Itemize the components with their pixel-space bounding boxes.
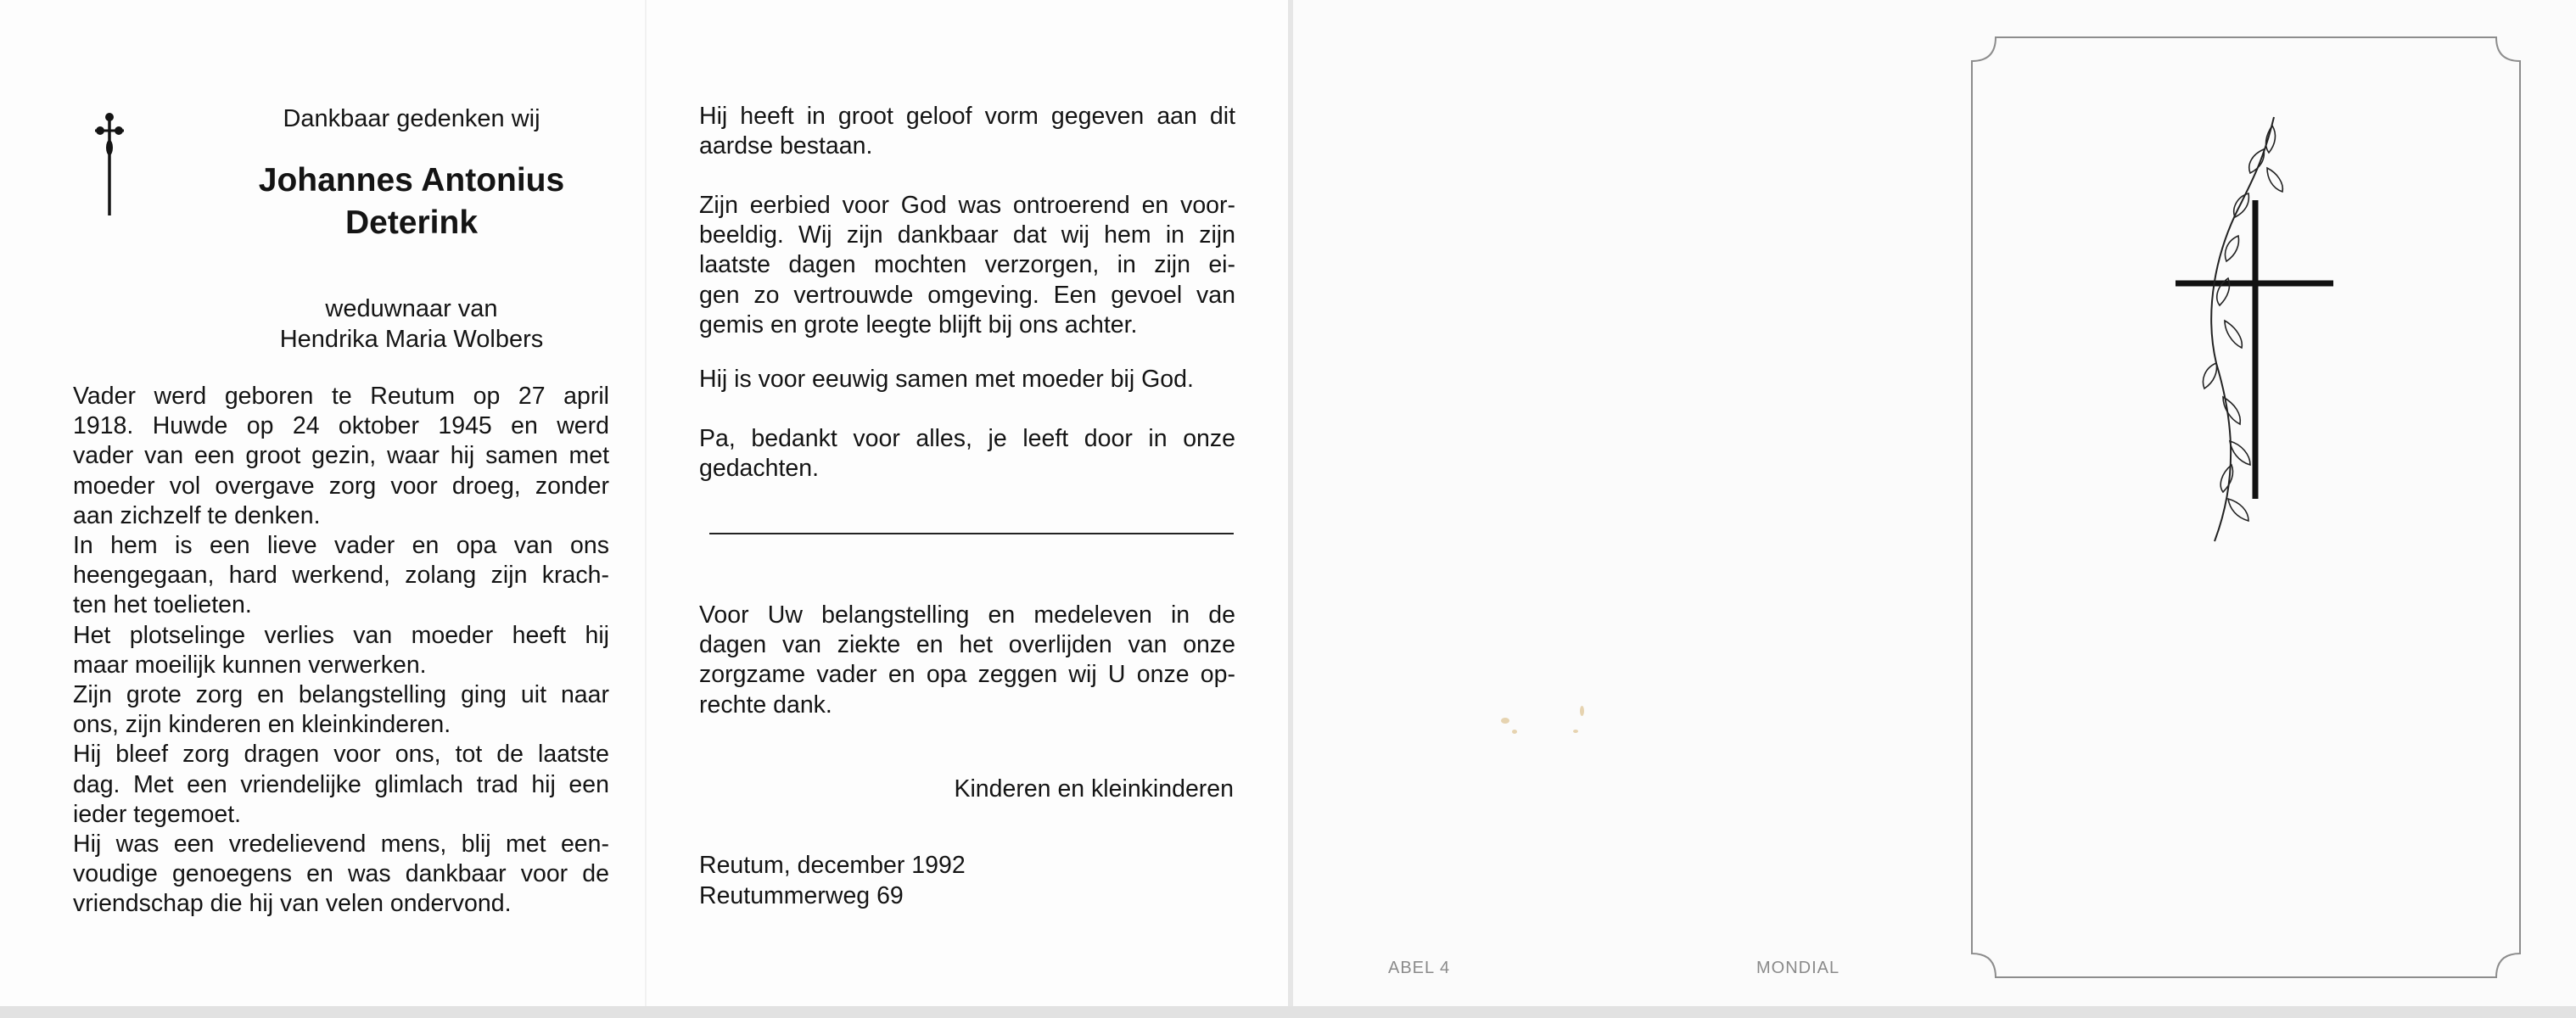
gratitude-line: zorgzame vader en opa zeggen wij U onze op- — [699, 661, 1235, 689]
reverence-line: gemis en grote leegte blijft bij ons achter. — [699, 310, 1138, 338]
thanks-pa-line: Pa, bedankt voor alles, je leeft door in onze — [699, 425, 1235, 452]
reverence-line: gen zo vertrouwde omgeving. Een gevoel van — [699, 281, 1235, 309]
signoff: Kinderen en kleinkinderen — [954, 775, 1234, 803]
biography-line: ten het toelieten. — [73, 591, 252, 619]
biography-line: In hem is een lieve vader en opa van ons — [73, 532, 609, 560]
faith-line: Hij heeft in groot geloof vorm gegeven aan dit — [699, 103, 1235, 130]
biography-line: Zijn grote zorg en belangstelling ging uit naar — [73, 681, 609, 709]
biography-line: aan zichzelf te denken. — [73, 501, 321, 529]
reverence-line: laatste dagen mochten verzorgen, in zijn ei- — [699, 251, 1235, 279]
thanks-pa-line: gedachten. — [699, 455, 820, 483]
deceased-name-line-1: Johannes Antonius — [258, 162, 565, 199]
gratitude-paragraph — [699, 601, 1235, 720]
separator-rule — [709, 533, 1234, 534]
gratitude-line: Voor Uw belangstelling en medeleven in de — [699, 601, 1235, 629]
intro-text: Dankbaar gedenken wij — [283, 105, 540, 132]
biography-line: ieder tegemoet. — [73, 800, 242, 828]
gratitude-line: dagen van ziekte en het overlijden van onze — [699, 631, 1235, 659]
eternal-line: Hij is voor eeuwig samen met moeder bij God. — [699, 366, 1194, 393]
paper-speck — [1580, 706, 1584, 716]
reverence-paragraph — [699, 191, 1235, 340]
faith-paragraph — [699, 102, 1235, 161]
biography-line: dag. Met een vriendelijke glimlach trad hij een — [73, 770, 609, 798]
biography-line: vader van een groot gezin, waar hij samen met — [73, 442, 609, 470]
biography-line: moeder vol overgave zorg voor droeg, zonder — [73, 472, 609, 500]
paper-speck — [1501, 718, 1509, 724]
inner-left-panel — [0, 0, 645, 1006]
address: Reutummerweg 69 — [699, 882, 904, 909]
biography-line: Hij bleef zorg dragen voor ons, tot de laatste — [73, 741, 609, 769]
biography-line: maar moeilijk kunnen verwerken. — [73, 651, 427, 679]
reverence-line: beeldig. Wij zijn dankbaar dat wij hem in zijn — [699, 221, 1235, 249]
eternal-paragraph — [699, 365, 1235, 394]
print-code-right: MONDIAL — [1756, 959, 1840, 977]
spouse-name: Hendrika Maria Wolbers — [279, 326, 544, 353]
reverence-line: Zijn eerbied voor God was ontroerend en voor- — [699, 192, 1235, 219]
biography-line: Het plotselinge verlies van moeder heeft hij — [73, 621, 609, 649]
biography-paragraph — [73, 382, 609, 920]
biography-line: vriendschap die hij van velen ondervond. — [73, 890, 512, 918]
bottom-edge — [0, 1006, 2576, 1018]
paper-speck — [1512, 730, 1517, 734]
print-code-left: ABEL 4 — [1388, 959, 1451, 977]
biography-line: Vader werd geboren te Reutum op 27 april — [73, 383, 609, 410]
faith-line: aardse bestaan. — [699, 132, 873, 160]
deceased-name-line-2: Deterink — [344, 204, 479, 241]
biography-line: Hij was een vredelievend mens, blij met een- — [73, 831, 609, 859]
gratitude-line: rechte dank. — [699, 691, 832, 719]
place-date: Reutum, december 1992 — [699, 852, 966, 879]
thanks-pa-paragraph — [699, 424, 1235, 484]
biography-line: voudige genoegens en was dankbaar voor de — [73, 860, 609, 888]
widower-of-label: weduwnaar van — [325, 295, 498, 322]
biography-line: 1918. Huwde op 24 oktober 1945 en werd — [73, 412, 609, 440]
biography-line: heengegaan, hard werkend, zolang zijn krach- — [73, 562, 609, 590]
paper-speck — [1573, 730, 1578, 733]
biography-line: ons, zijn kinderen en kleinkinderen. — [73, 711, 451, 739]
cross-with-olive-branch-icon — [2164, 109, 2333, 550]
small-cross-icon — [81, 107, 137, 217]
